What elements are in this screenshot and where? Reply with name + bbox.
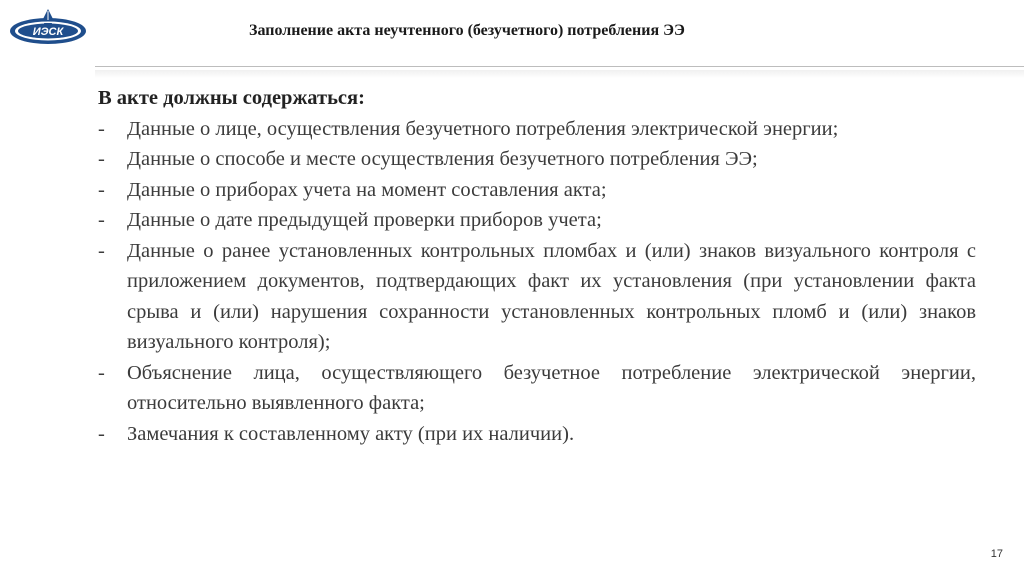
list-item — [98, 358, 976, 419]
slide-title: Заполнение акта неучтенного (безучетного) потребления ЭЭ — [249, 22, 685, 39]
content-heading: В акте должны содержаться: — [98, 87, 365, 109]
list-item — [98, 419, 976, 450]
iesk-logo — [8, 7, 88, 51]
bullet-dash: - — [98, 361, 105, 384]
list-item-text: Данные о приборах учета на момент составления акта; — [127, 178, 607, 201]
list-item-text: Объяснение лица, осуществляющего безучетное потребление электрической энергии, относительно выявленного факта; — [127, 361, 976, 414]
list-item — [98, 205, 976, 236]
bullet-dash: - — [98, 239, 105, 262]
bullet-dash: - — [98, 209, 105, 231]
list-item-text: Данные о способе и месте осуществления безучетного потребления ЭЭ; — [127, 148, 758, 170]
list-item — [98, 114, 976, 145]
list-item — [98, 144, 976, 175]
list-item-text: Замечания к составленному акту (при их наличии). — [127, 422, 575, 445]
list-item — [98, 175, 976, 206]
bullet-dash: - — [98, 178, 105, 201]
page-number: 17 — [990, 548, 1003, 560]
list-item-text: Данные о дате предыдущей проверки приборов учета; — [127, 209, 602, 231]
list-item-text: Данные о лице, осуществления безучетного потребления электрической энергии; — [127, 117, 839, 140]
bullet-dash: - — [98, 117, 105, 140]
list-item-text: Данные о ранее установленных контрольных пломбах и (или) знаков визуального контроля с приложением документов, подтвердающих факт их установления (при установлении факта срыва и (или) нарушения сохранности установленных контрольных пломб и (или) знаков визуального контроля); — [127, 239, 976, 353]
slide-body — [98, 83, 976, 449]
requirements-list — [98, 114, 976, 450]
logo-text: ИЭСК — [32, 26, 64, 38]
slide-header — [0, 0, 1024, 68]
header-divider-shadow — [95, 70, 1024, 78]
list-item — [98, 236, 976, 358]
bullet-dash: - — [98, 148, 105, 170]
header-divider — [95, 66, 1024, 67]
bullet-dash: - — [98, 422, 105, 445]
